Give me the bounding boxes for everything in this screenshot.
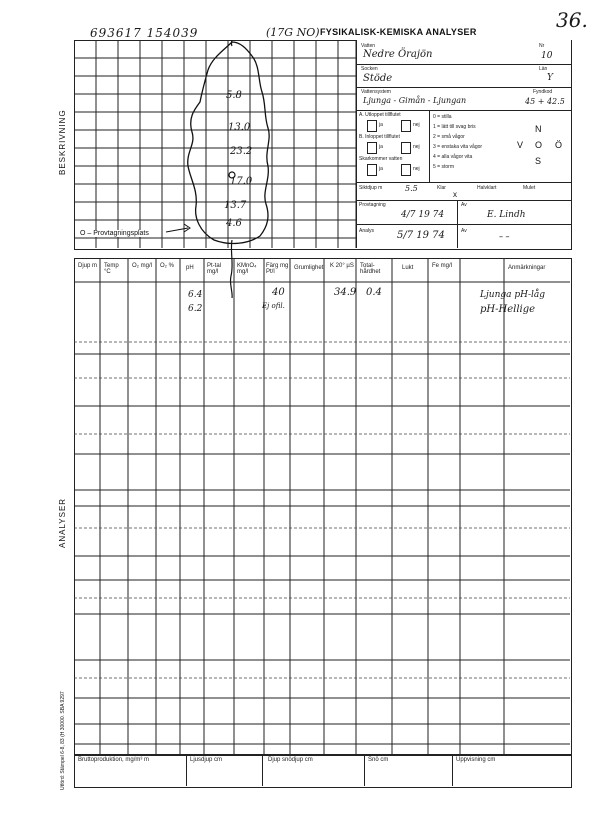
col-o2-pct: O₂ % [160,263,174,269]
col-ph: pH [186,265,194,271]
footer-ljusdjup: Ljusdjup cm [190,757,223,763]
inlopp-label: B. Inloppet tillflutet [359,134,400,140]
footer-uppvisning: Uppvisning cm [456,757,496,763]
nr-label: Nr [539,43,545,49]
row1-remark: Ljunga pH-låg [480,290,546,300]
col-temp: Temp °C [104,263,119,275]
col-o2-mg: O₂ mg/l [132,263,152,269]
row2-ph: 6.2 [188,304,203,314]
skar-label: Skarkommer vatten [359,156,403,162]
av2-label: Av [461,228,467,234]
col-fe: Fe mg/l [432,263,453,269]
analys-value: 5/7 19 74 [397,230,445,241]
analysis-grid [74,258,570,754]
fyndkod-label: Fyndkod [533,89,553,95]
scale-1: 1 = lätt till svag bris [433,124,476,130]
scale-5: 5 = storm [433,164,454,170]
av-label: Av [461,202,467,208]
row2-farg-note: Ej ofil. [262,302,285,310]
socken-label: Socken [361,66,378,72]
scale-0: 0 = stilla [433,114,452,120]
wind-s: S [535,156,542,166]
analyser-label: ANALYSER [58,497,67,548]
map-grid [74,40,356,248]
inlopp-nej: nej [413,144,420,150]
wind-v: V [517,140,524,150]
col-kond: K 20° µS [330,263,354,269]
siktdjup-value: 5.5 [405,184,418,193]
row1-ph: 6.4 [188,290,203,300]
weather-klar: Klar [437,185,446,191]
lan-value: Y [547,73,553,83]
siktdjup-label: Siktdjup m [359,185,383,191]
utlopp-nej: nej [413,122,420,128]
row1-kmno4: 40 [272,287,285,298]
scale-3: 3 = enstaka vita vågor [433,144,483,150]
pen-stroke [222,240,242,300]
wind-o-umlaut: Ö [555,140,563,150]
printer-note: Utförd: Stämpel 6-8, 83 (H 30000. SBA 9297 [60,691,66,790]
vatten-value: Nedre Örajön [363,49,433,60]
col-anmarkningar: Anmärkningar [508,265,546,271]
footer-snodjup: Djup snödjup cm [268,757,313,763]
skar-nej: nej [413,166,420,172]
depth-3: 23.2 [230,146,253,157]
nr-value: 10 [541,51,553,61]
analys-label: Analys [359,228,375,234]
scale-4: 4 = alla vågor vita [433,154,473,160]
col-djup: Djup m [78,263,98,269]
inlopp-ja: ja [379,144,383,150]
id-numbers: 693617 154039 [90,26,199,40]
lan-label: Län [539,66,548,72]
depth-2: 13.0 [228,122,251,133]
weather-mulet: Mulet [523,185,536,191]
station-code: (17G NO) [266,26,320,39]
depth-6: 4.6 [226,218,242,229]
weather-halvklart: Halvklart [477,185,497,191]
provtagning-value: 4/7 19 74 [401,210,445,220]
col-kmno4: KMnO₄ mg/l [237,263,257,275]
av2-value: – – [499,232,510,241]
socken-value: Stöde [363,73,393,84]
map-legend: O – Provtagningsplats [80,230,149,237]
beskrivning-label: BESKRIVNING [58,109,67,175]
wind-n: N [535,124,542,134]
form-title: FYSIKALISK-KEMISKA ANALYSER [320,27,477,37]
page-number: 36. [556,8,588,32]
depth-1: 5.8 [226,90,242,101]
utlopp-ja: ja [379,122,383,128]
scale-2: 2 = små vågor [433,134,465,140]
footer-sno: Snö cm [368,757,389,763]
weather-mark: x [453,190,457,199]
wind-o: O [535,140,543,150]
depth-4: 17.0 [230,176,253,187]
vattensystem-label: Vattensystem [361,89,391,95]
av-value: E. Lindh [487,210,526,220]
col-pt-tal: Pt-tal mg/l [207,263,222,275]
col-farg: Färg mg Pt/l [266,263,289,275]
info-panel [356,40,571,248]
vattensystem-value: Ljunga - Gimån - Ljungan [363,96,467,105]
depth-5: 13.7 [224,200,247,211]
col-hardhet: Total-hårdhet [360,263,381,275]
col-grumlighet: Grumlighet [294,265,324,271]
skar-ja: ja [379,166,383,172]
row2-remark: pH-Hellige [480,304,536,315]
vatten-label: Vatten [361,43,376,49]
row1-kond: 34.9 [334,287,357,298]
provtagning-label: Provtagning [359,202,386,208]
footer-brutto: Bruttoproduktion, mg/m³ m [78,757,150,763]
utlopp-label: A. Utloppet tillflutet [359,112,401,118]
row1-hard: 0.4 [366,287,382,298]
col-lukt: Lukt [402,265,414,271]
fyndkod-value: 45 + 42.5 [525,97,565,106]
